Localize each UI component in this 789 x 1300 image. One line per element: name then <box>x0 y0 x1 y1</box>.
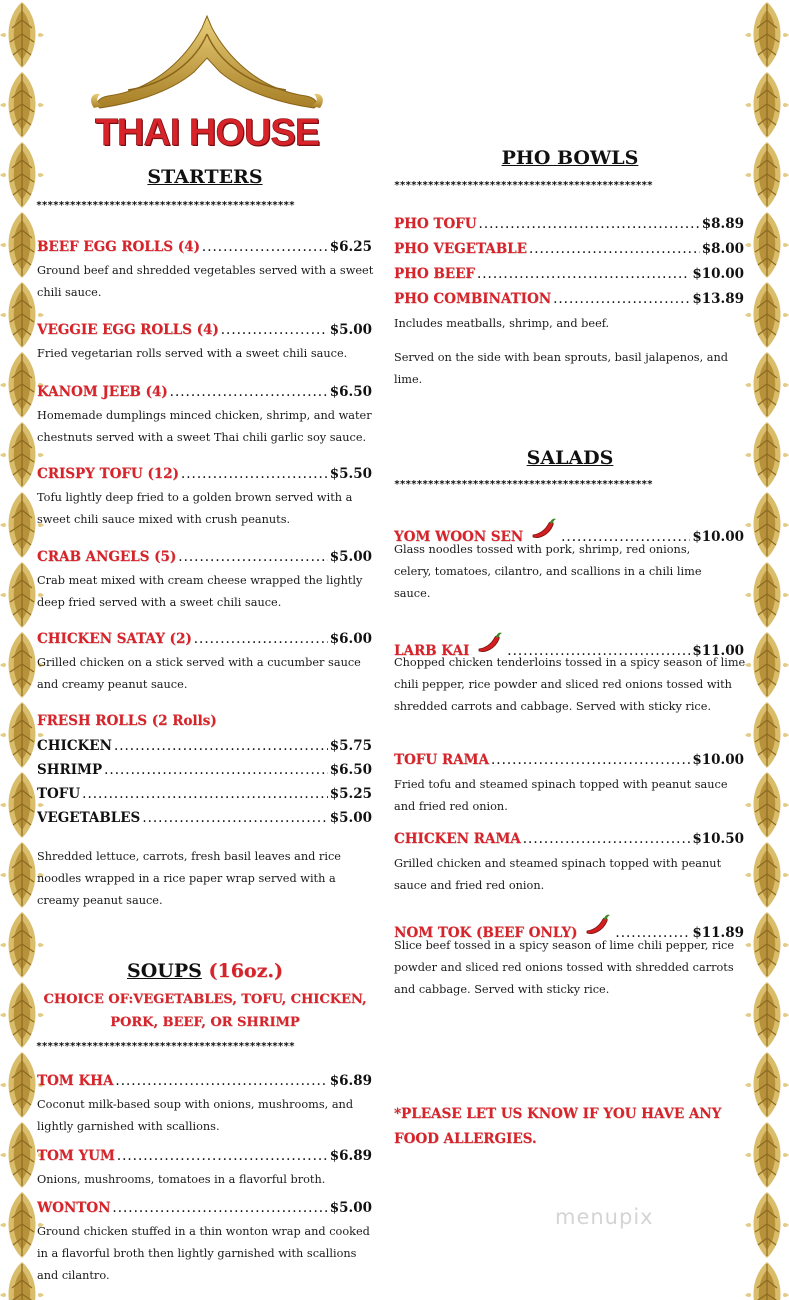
item-price: $5.00 <box>329 1200 372 1216</box>
starter-item <box>37 466 372 482</box>
item-description: Slice beef tossed in a spicy season of lime chili pepper, rice powder and sliced red onions tossed with shredded carrots and cabbage. Served with sticky rice. <box>394 939 735 996</box>
item-name: LARB KAI <box>394 643 470 659</box>
pho-item <box>394 291 744 307</box>
item-description: Ground chicken stuffed in a thin wonton wrap and cooked in a flavorful broth then lightly garnished with scallions and cilantro. <box>37 1225 370 1282</box>
fresh-rolls-heading: FRESH ROLLS (2 Rolls) <box>37 713 217 729</box>
gold-border-right <box>745 0 789 1300</box>
item-name: VEGETABLES <box>37 810 141 826</box>
salads-title: SALADS <box>526 447 614 469</box>
item-name: PHO TOFU <box>394 216 477 232</box>
fresh-roll-option <box>37 738 372 754</box>
item-price: $5.25 <box>329 786 372 802</box>
leader-dots <box>82 786 328 802</box>
item-price: $6.89 <box>329 1073 372 1089</box>
pho-item <box>394 266 744 282</box>
item-price: $8.89 <box>701 216 744 232</box>
item-name: NOM TOK (BEEF ONLY) <box>394 925 578 941</box>
thai-house-logo <box>88 14 326 154</box>
item-price: $6.50 <box>329 762 372 778</box>
item-name: TOFU <box>37 786 81 802</box>
soups-separator: ********************************************** <box>36 1041 295 1052</box>
item-description: Crab meat mixed with cream cheese wrapped the lightly deep fried served with a sweet chili sauce. <box>37 574 363 609</box>
item-description: Grilled chicken on a stick served with a cucumber sauce and creamy peanut sauce. <box>37 656 361 691</box>
pho-separator: ********************************************** <box>394 180 653 191</box>
leader-dots <box>477 266 690 282</box>
leader-dots <box>202 239 328 255</box>
item-price: $8.00 <box>701 241 744 257</box>
item-name: PHO BEEF <box>394 266 475 282</box>
leader-dots <box>181 466 328 482</box>
item-name: SHRIMP <box>37 762 103 778</box>
leader-dots <box>491 752 690 768</box>
item-name: BEEF EGG ROLLS (4) <box>37 239 200 255</box>
chili-pepper-icon <box>583 913 613 937</box>
item-name: TOM KHA <box>37 1073 114 1089</box>
item-name: YOM WOON SEN <box>394 529 524 545</box>
brand-name: THAI HOUSE <box>94 112 320 154</box>
fresh-roll-option <box>37 810 372 826</box>
leader-dots <box>178 549 327 565</box>
item-description: Chopped chicken tenderloins tossed in a spicy season of lime chili pepper, rice powder and sliced red onions tossed with shredded carrots and cabbage. Served with sticky rice. <box>394 656 746 713</box>
item-name: WONTON <box>37 1200 111 1216</box>
leader-dots <box>221 322 328 338</box>
item-description: Glass noodles tossed with pork, shrimp, red onions, celery, tomatoes, cilantro, and scallions in a chili lime sauce. <box>394 543 702 600</box>
item-name: PHO VEGETABLE <box>394 241 527 257</box>
item-price: $10.00 <box>692 266 744 282</box>
fresh-roll-option <box>37 786 372 802</box>
item-description: Fried tofu and steamed spinach topped with peanut sauce and fried red onion. <box>394 778 728 813</box>
item-price: $10.00 <box>692 752 744 768</box>
fresh-rolls-description: Shredded lettuce, carrots, fresh basil leaves and rice noodles wrapped in a rice paper wrap served with a creamy peanut sauce. <box>37 850 341 907</box>
item-price: $6.50 <box>329 384 372 400</box>
starters-separator: ********************************************** <box>36 200 295 211</box>
leader-dots <box>104 762 328 778</box>
pho-side-note: Served on the side with bean sprouts, basil jalapenos, and lime. <box>394 351 729 386</box>
soup-item <box>37 1073 372 1089</box>
starter-item <box>37 549 372 565</box>
item-name: TOFU RAMA <box>394 752 489 768</box>
allergy-notice: *PLEASE LET US KNOW IF YOU HAVE ANY FOOD ALLERGIES. <box>394 1106 722 1147</box>
pho-combo-note: Includes meatballs, shrimp, and beef. <box>394 317 610 330</box>
item-price: $11.00 <box>692 643 744 659</box>
item-name: CHICKEN RAMA <box>394 831 521 847</box>
salads-separator: ********************************************** <box>394 479 653 490</box>
soups-title: SOUPS <box>127 960 202 982</box>
item-description: Coconut milk-based soup with onions, mushrooms, and lightly garnished with scallions. <box>37 1098 354 1133</box>
item-name: CHICKEN <box>37 738 112 754</box>
item-price: $5.50 <box>329 466 372 482</box>
soups-title-row <box>100 960 310 982</box>
leader-dots <box>194 631 328 647</box>
soup-item <box>37 1200 372 1216</box>
item-price: $6.00 <box>329 631 372 647</box>
item-price: $10.00 <box>692 529 744 545</box>
item-price: $11.89 <box>692 925 744 941</box>
pho-item <box>394 241 744 257</box>
leader-dots <box>115 1073 327 1089</box>
item-price: $6.89 <box>329 1148 372 1164</box>
leader-dots <box>529 241 700 257</box>
salad-item <box>394 752 744 768</box>
leader-dots <box>479 216 700 232</box>
item-description: Homemade dumplings minced chicken, shrimp, and water chestnuts served with a sweet Thai chili garlic soy sauce. <box>37 409 372 444</box>
item-price: $5.00 <box>329 810 372 826</box>
item-description: Fried vegetarian rolls served with a sweet chili sauce. <box>37 347 348 360</box>
pho-item <box>394 216 744 232</box>
item-name: CRISPY TOFU (12) <box>37 466 179 482</box>
pho-bowls-title: PHO BOWLS <box>501 147 639 169</box>
item-price: $10.50 <box>692 831 744 847</box>
leader-dots <box>523 831 691 847</box>
starter-item <box>37 322 372 338</box>
item-name: CHICKEN SATAY (2) <box>37 631 192 647</box>
item-description: Ground beef and shredded vegetables served with a sweet chili sauce. <box>37 264 374 299</box>
item-price: $13.89 <box>692 291 744 307</box>
item-price: $5.00 <box>329 322 372 338</box>
leader-dots <box>112 1200 327 1216</box>
starter-item <box>37 384 372 400</box>
item-name: TOM YUM <box>37 1148 115 1164</box>
item-name: KANOM JEEB (4) <box>37 384 168 400</box>
menupix-watermark: menupix <box>555 1205 654 1229</box>
item-name: CRAB ANGELS (5) <box>37 549 177 565</box>
item-price: $5.75 <box>329 738 372 754</box>
leader-dots <box>117 1148 328 1164</box>
fresh-roll-option <box>37 762 372 778</box>
leader-dots <box>142 810 327 826</box>
item-name: VEGGIE EGG ROLLS (4) <box>37 322 219 338</box>
soup-choice-note: CHOICE OF:VEGETABLES, TOFU, CHICKEN, PORK, BEEF, OR SHRIMP <box>43 992 367 1030</box>
item-description: Tofu lightly deep fried to a golden brown served with a sweet chili sauce mixed with crush peanuts. <box>37 491 353 526</box>
starter-item <box>37 631 372 647</box>
item-name: PHO COMBINATION <box>394 291 552 307</box>
leader-dots <box>114 738 328 754</box>
soups-size: (16oz.) <box>208 960 283 982</box>
starters-title: STARTERS <box>147 166 263 188</box>
item-price: $5.00 <box>329 549 372 565</box>
salad-item <box>394 831 744 847</box>
leader-dots <box>170 384 328 400</box>
item-description: Onions, mushrooms, tomatoes in a flavorful broth. <box>37 1173 326 1186</box>
item-description: Grilled chicken and steamed spinach topped with peanut sauce and fried red onion. <box>394 857 722 892</box>
starter-item <box>37 239 372 255</box>
item-price: $6.25 <box>329 239 372 255</box>
chili-pepper-icon <box>529 517 559 541</box>
soup-item <box>37 1148 372 1164</box>
temple-roof-icon <box>88 14 326 114</box>
leader-dots <box>553 291 690 307</box>
